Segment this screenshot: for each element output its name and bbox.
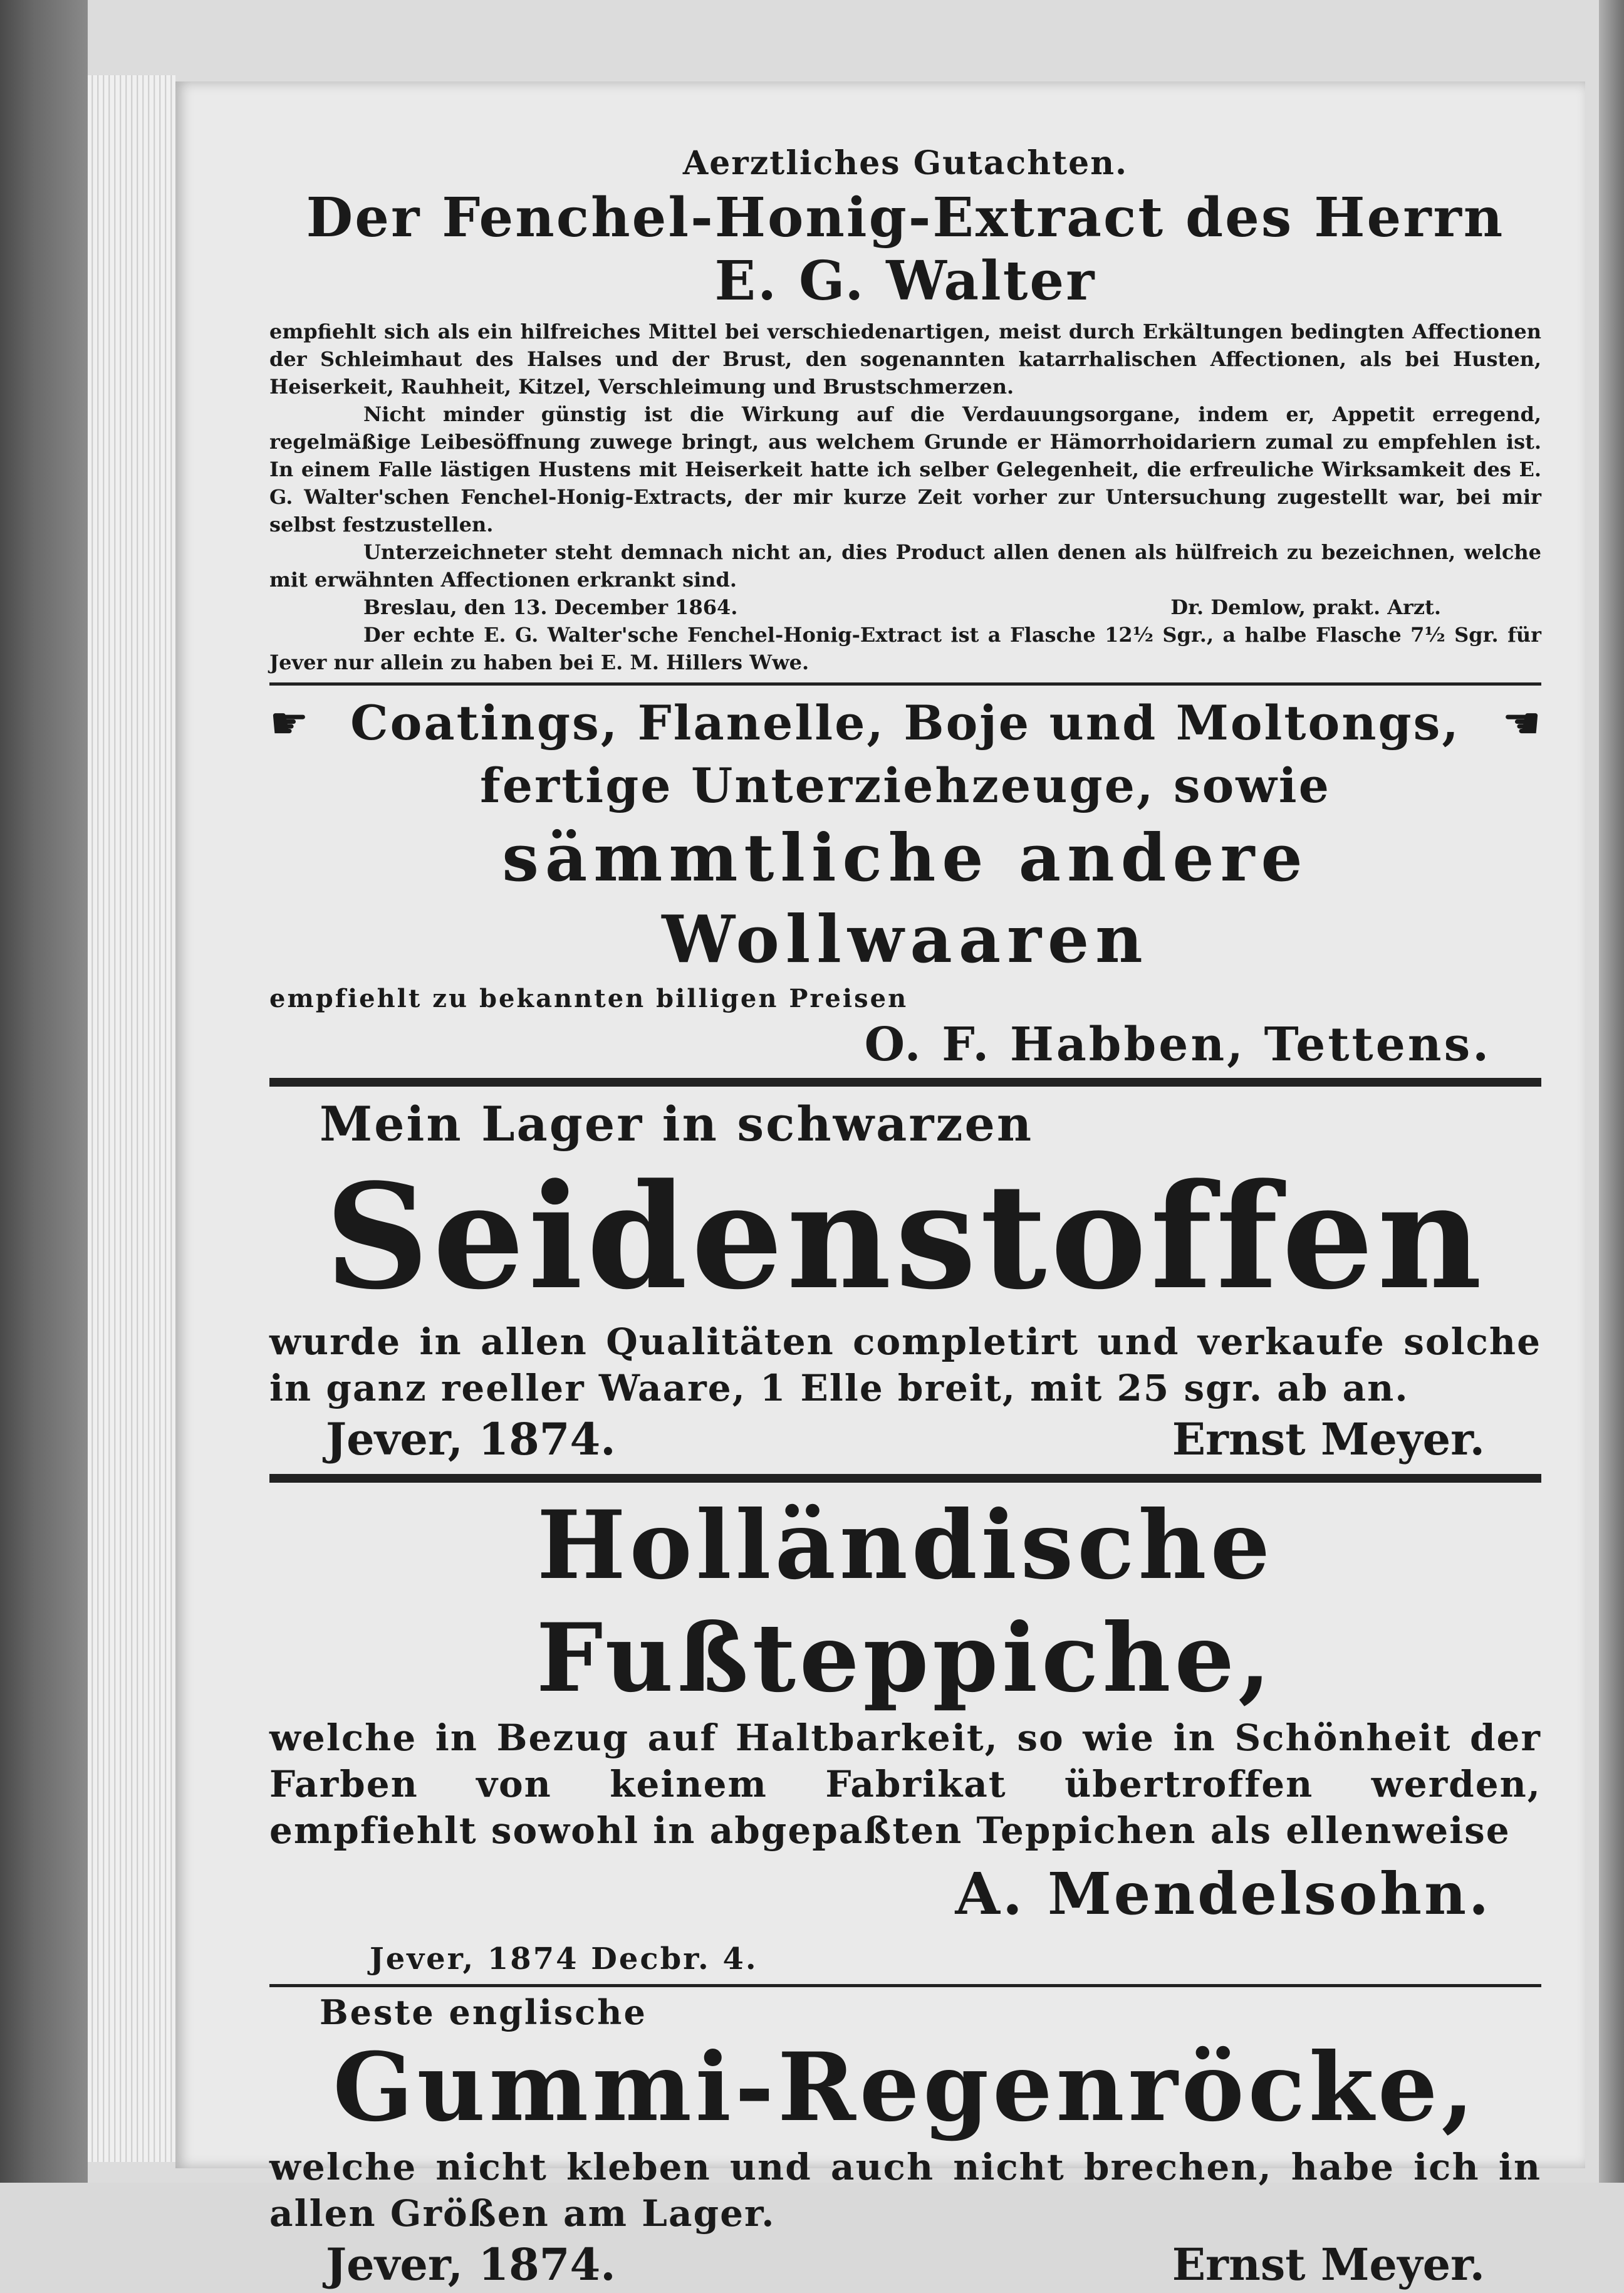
ad5-signature-row xyxy=(326,2237,1485,2293)
ad2-line-3: sämmtliche andere Wollwaaren xyxy=(502,819,1309,978)
page-stack-edges xyxy=(88,75,175,2162)
ad2-signature: O. F. Habben, Tettens. xyxy=(864,1018,1491,1072)
ad1-paragraph-3: Unterzeichneter steht demnach nicht an, dies Product allen denen als hülfreich zu bezeichnen, welche mit erwähnten Affectionen erkrankt sind. xyxy=(269,540,1541,592)
ad4-place-date: Jever, 1874 Decbr. 4. xyxy=(370,1941,758,1977)
pointing-hand-left-icon: ☚ xyxy=(1502,697,1541,749)
book-spine-edge xyxy=(0,0,88,2183)
ad5-place: Jever, 1874. xyxy=(326,2238,616,2290)
ad2-headline-row xyxy=(269,692,1541,755)
ad3-signature: Ernst Meyer. xyxy=(1172,1413,1485,1465)
ad5-signature: Ernst Meyer. xyxy=(1172,2238,1485,2290)
ad-fussteppiche xyxy=(269,1489,1541,1978)
ad1-paragraph-1: empfiehlt sich als ein hilfreiches Mittel bei verschiedenartigen, meist durch Erkältungen bedingten Affectionen der Schleimhaut des Halses und der Brust, den sogenannten katarrhalischen Affectionen, als bei Husten, Heiserkeit, Rauhheit, Kitzel, Verschleimung und Brustschmerzen. xyxy=(269,320,1541,399)
ad-gummi-regenroecke xyxy=(269,1993,1541,2293)
ad4-body: welche in Bezug auf Haltbarkeit, so wie in Schönheit der Farben von keinem Fabrikat übertroffen werden, empfiehlt sowohl in abgepaßten Teppichen als ellenweise xyxy=(269,1716,1541,1852)
right-page-edge xyxy=(1599,0,1624,2183)
divider xyxy=(269,1078,1541,1087)
ad-seidenstoffen xyxy=(269,1093,1541,1468)
ad-fenchel-honig xyxy=(269,144,1541,676)
ad5-intro: Beste englische xyxy=(320,1992,647,2032)
page-content xyxy=(269,144,1541,2293)
divider xyxy=(269,682,1541,686)
ad-wollwaaren xyxy=(269,692,1541,1072)
ad1-place-date: Breslau, den 13. December 1864. xyxy=(363,595,738,619)
pointing-hand-right-icon: ☛ xyxy=(269,697,309,749)
ad1-signature: Dr. Demlow, prakt. Arzt. xyxy=(1170,595,1441,619)
ad1-kicker: Aerztliches Gutachten. xyxy=(682,144,1128,182)
ad4-signature: A. Mendelsohn. xyxy=(955,1860,1491,1928)
ad3-place: Jever, 1874. xyxy=(326,1413,616,1465)
ad2-line-1: Coatings, Flanelle, Boje und Moltongs, xyxy=(350,695,1460,751)
ad3-headline: Seidenstoffen xyxy=(325,1152,1486,1322)
ad5-body: welche nicht kleben und auch nicht brechen, habe ich in allen Größen am Lager. xyxy=(269,2146,1541,2235)
ad5-headline: Gummi-Regenröcke, xyxy=(333,2032,1478,2143)
ad2-line-2: fertige Unterziehzeuge, sowie xyxy=(480,758,1331,813)
ad3-signature-row xyxy=(326,1411,1485,1468)
ad2-line-4: empfiehlt zu bekannten billigen Preisen xyxy=(269,984,908,1013)
ad4-headline: Holländische Fußteppiche, xyxy=(536,1490,1275,1713)
ad1-paragraph-2: Nicht minder günstig ist die Wirkung auf die Verdauungsorgane, indem er, Appetit erregend, regelmäßige Leibesöffnung zuwege bringt, aus welchem Grunde er Hämorrhoidariern zumal zu empfehlen ist. In einem Falle lästigen Hustens mit Heiserkeit hatte ich selber Gelegenheit, die erfreuliche Wirksamkeit des E. G. Walter'schen Fenchel-Honig-Extracts, der mir kurze Zeit vorher zur Untersuchung zugestellt war, bei mir selbst festzustellen. xyxy=(269,402,1541,536)
ad3-intro: Mein Lager in schwarzen xyxy=(320,1096,1034,1152)
ad3-body: wurde in allen Qualitäten completirt und verkaufe solche in ganz reeller Waare, 1 Elle breit, mit 25 sgr. ab an. xyxy=(269,1320,1541,1409)
ad1-dateline xyxy=(269,593,1541,621)
ad1-price-note: Der echte E. G. Walter'sche Fenchel-Honig-Extract ist a Flasche 12½ Sgr., a halbe Flasche 7½ Sgr. für Jever nur allein zu haben bei E. M. Hillers Wwe. xyxy=(269,623,1541,674)
divider xyxy=(269,1474,1541,1483)
newspaper-page xyxy=(175,81,1585,2290)
divider xyxy=(269,1984,1541,1987)
ad1-headline: Der Fenchel-Honig-Extract des Herrn E. G. Walter xyxy=(306,186,1505,313)
